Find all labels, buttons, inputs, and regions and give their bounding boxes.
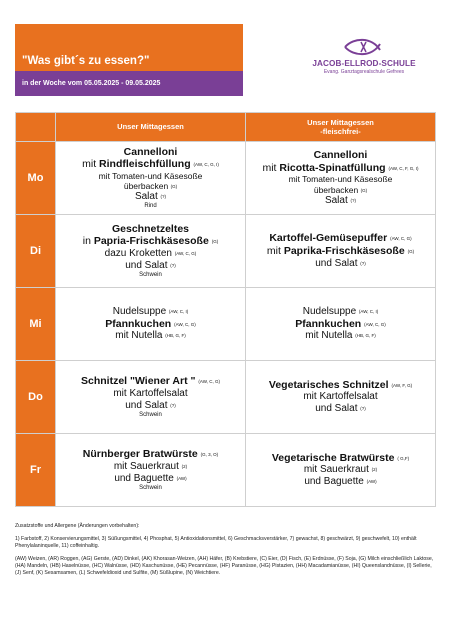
dish-text: und Baguette [114, 472, 174, 484]
meat-type: Schwein [139, 411, 162, 418]
allergen-code: (AW, C, I) [168, 308, 189, 314]
allergen-code: (G) [360, 187, 368, 193]
allergen-code: (AW, C, G) [198, 379, 220, 385]
dish-name: Pfannkuchen [105, 317, 172, 330]
dish-name: Paprika-Frischkäsesoße [283, 245, 405, 257]
day-label: Di [16, 215, 56, 288]
school-subtitle: Evang. Ganztagsrealschule Gefrees [323, 69, 405, 75]
dish-text: überbacken [313, 184, 359, 195]
meat-type: Schwein [139, 484, 162, 491]
dish-text: und Salat [315, 257, 358, 269]
allergen-legend [15, 523, 435, 583]
dish-name: Cannelloni [313, 149, 368, 162]
dish-name: Cannelloni [123, 145, 178, 158]
allergen-code: (HB, G, F) [165, 333, 186, 339]
allergen-code: (AW, C, G) [174, 321, 196, 327]
allergen-code: (G) [170, 184, 178, 189]
allergen-code: (?) [350, 197, 357, 203]
dish-name: Vegetarisches Schnitzel [268, 378, 389, 391]
dish-text: Nudelsuppe [302, 305, 357, 317]
dish-text: in [82, 235, 94, 248]
column-header-veg-line2: -fleischfrei- [320, 127, 361, 136]
dish-name: Papria-Frischkäsesoße [93, 235, 209, 248]
allergen-code: (AW, C, G) [390, 236, 412, 242]
table-row [16, 288, 436, 361]
dish-text: und Baguette [304, 476, 364, 488]
day-label: Mo [16, 142, 56, 215]
allergen-code: (AW) [366, 479, 377, 485]
allergen-code: (AW, C, F, G, I) [388, 165, 419, 171]
dish-text: mit Sauerkraut [303, 464, 369, 476]
allergen-code: (2) [371, 467, 378, 473]
dish-text: mit Nutella [115, 330, 163, 342]
meal-cell-veg [246, 288, 436, 361]
allergens-list: (AW) Weizen, (AR) Roggen, (AG) Gerste, (AD) Dinkel, (AK) Khorasan-Weizen, (AH) Häfer, (B) Krebstiere, (C) Eier, (D) Fisch, (E) Erdnüsse, (F) Soja, (G) Milch einschließlich Laktose, (HA) Mandeln, (HB) Haselnüsse, (HC) Walnüsse, (HD) Kaschunüsse, (HE) Pecannüsse, (HF) Paranüsse, (HG) Pistazien, (HH) Macadamianüsse, (HI) Queenslandnüsse, (I) Sellerie, (J) Senf, (K) Sesamsamen, (L) Schwefeldioxid und Sulfite, (M) Süßlupine, (N) Weichtiere. [15, 556, 434, 577]
column-header-meat: Unser Mittagessen [56, 113, 246, 142]
dish-name: Pfannkuchen [295, 317, 362, 330]
dish-text: mit [262, 161, 280, 174]
meal-cell-meat [56, 434, 246, 507]
allergen-code: (?) [170, 263, 176, 268]
dish-text: mit Tomaten-und Käsesoße [98, 170, 203, 181]
menu-header-row [16, 113, 436, 142]
meal-cell-veg [246, 142, 436, 215]
fish-ichthys-icon [342, 36, 386, 58]
dish-text: mit Sauerkraut [113, 460, 179, 472]
allergen-code: (G, 3, O) [200, 452, 219, 458]
meal-cell-meat [56, 361, 246, 434]
allergen-code: (HB, G, F) [355, 333, 376, 339]
meal-cell-veg [246, 434, 436, 507]
school-name: JACOB-ELLROD-SCHULE [312, 59, 416, 68]
header-banner [15, 24, 243, 96]
meal-cell-meat [56, 215, 246, 288]
meal-cell-meat [56, 288, 246, 361]
day-label: Do [16, 361, 56, 434]
dish-text: und Salat [125, 260, 168, 271]
menu-table [15, 112, 436, 507]
allergen-code: (?) [160, 194, 167, 200]
allergen-code: (?) [170, 402, 176, 408]
allergen-code: ( G,F) [397, 455, 410, 461]
allergen-code: (G) [211, 239, 219, 245]
dish-text: und Salat [315, 403, 358, 415]
table-row [16, 215, 436, 288]
allergen-code: (AW, C, I) [358, 308, 379, 314]
allergen-code: (AW, C, G, I) [193, 162, 219, 168]
dish-text: mit [266, 245, 284, 257]
corner-cell [16, 113, 56, 142]
allergen-code: (AW, C, G) [364, 321, 386, 327]
day-label: Mi [16, 288, 56, 361]
dish-text: mit Tomaten-und Käsesoße [288, 174, 393, 185]
dish-text: Nudelsuppe [112, 305, 167, 317]
dish-name: Kartoffel-Gemüsepuffer [269, 232, 388, 245]
dish-name: Schnitzel "Wiener Art " [80, 375, 196, 388]
meal-cell-veg [246, 215, 436, 288]
dish-text: mit Kartoffelsalat [113, 387, 188, 399]
legend-heading: Zusatzstoffe und Allergene (Änderungen vorbehalten): [15, 523, 140, 529]
dish-name: Geschnetzeltes [111, 222, 190, 235]
dish-name: Ricotta-Spinatfüllung [279, 161, 386, 174]
table-row [16, 142, 436, 215]
dish-name: Nürnberger Bratwürste [82, 448, 198, 461]
dish-text: mit [82, 158, 100, 171]
week-range: in der Woche vom 05.05.2025 - 09.05.2025 [15, 71, 243, 96]
meal-cell-veg [246, 361, 436, 434]
table-row [16, 434, 436, 507]
allergen-code: (AW, F, G) [391, 382, 413, 388]
dish-text: Salat [324, 194, 348, 206]
dish-text: überbacken [123, 181, 169, 191]
meat-type: Schwein [139, 272, 162, 278]
allergen-code: (AW, C, G) [174, 251, 197, 256]
column-header-veg [246, 113, 436, 142]
dish-text: dazu Kroketten [104, 248, 172, 259]
dish-name: Vegetarische Bratwürste [271, 451, 395, 464]
dish-name: Rindfleischfüllung [99, 158, 191, 171]
dish-text: mit Kartoffelsalat [303, 391, 378, 403]
dish-text: mit Nutella [305, 330, 353, 342]
meat-type: Rind [144, 203, 157, 210]
allergen-code: (?) [360, 406, 366, 412]
day-label: Fr [16, 434, 56, 507]
additives-list: 1) Farbstoff, 2) Konservierungsmittel, 3) Süßungsmittel, 4) Phosphat, 5) Antioxidationsmittel, 6) Geschmacksverstärker, 7) gewachst, 8) geschwärzt, 9) geschwefelt, 10) enthält Phenylalaninquelle, 11) coffeinhaltig. [15, 536, 417, 550]
meal-cell-meat [56, 142, 246, 215]
dish-text: und Salat [125, 399, 168, 411]
school-logo [292, 36, 436, 75]
column-header-veg-line1: Unser Mittagessen [307, 117, 374, 127]
allergen-code: (2) [181, 463, 188, 469]
allergen-code: (?) [360, 260, 366, 266]
page-title: "Was gibt´s zu essen?" [15, 24, 243, 71]
table-row [16, 361, 436, 434]
allergen-code: (AW) [176, 475, 187, 481]
dish-text: Salat [134, 191, 158, 203]
allergen-code: (G) [407, 249, 415, 254]
